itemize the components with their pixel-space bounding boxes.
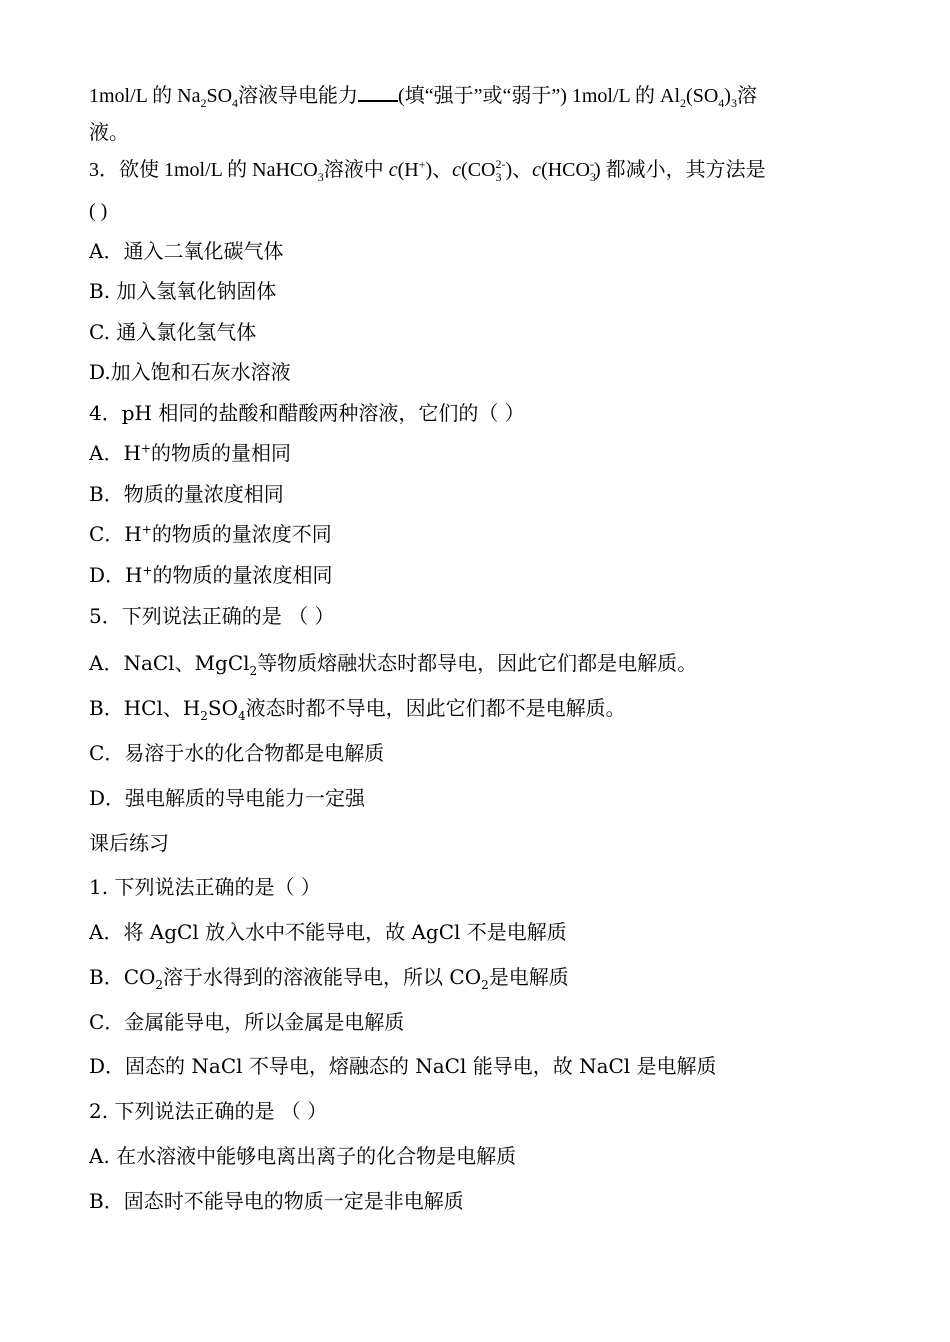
q5-option-b[interactable]: [89, 695, 869, 721]
q5-option-c[interactable]: C．易溶于水的化合物都是电解质: [89, 741, 385, 765]
q2-text: (SO: [686, 85, 719, 107]
p1-option-c[interactable]: C．金属能导电，所以金属是电解质: [89, 1010, 405, 1034]
superscript: +: [418, 157, 426, 172]
q3-option-c[interactable]: C. 通入氯化氢气体: [89, 320, 257, 344]
section-title: 课后练习: [89, 831, 169, 855]
subscript: 4: [232, 96, 239, 110]
q4-option-b[interactable]: B．物质的量浓度相同: [89, 482, 284, 506]
q2-line-1: [89, 82, 869, 109]
q5-option-d[interactable]: D．强电解质的导电能力一定强: [89, 786, 366, 810]
option-text: 液态时都不导电，因此它们都不是电解质。: [245, 696, 626, 720]
subscript: 4: [718, 96, 725, 110]
subscript: 2: [680, 96, 687, 110]
q5-stem: 5．下列说法正确的是 （ ）: [89, 604, 335, 628]
option-text: 溶于水得到的溶液能导电，所以 CO: [163, 965, 482, 989]
p2-option-b[interactable]: B．固态时不能导电的物质一定是非电解质: [89, 1189, 464, 1213]
q3-text: (HCO: [541, 159, 590, 181]
subscript: 3: [730, 96, 737, 110]
q3-option-d[interactable]: D.加入饱和石灰水溶液: [89, 360, 291, 384]
option-text: SO: [207, 696, 239, 720]
option-text: D．H: [89, 563, 143, 587]
q2-line-2: 液。: [89, 120, 129, 144]
q4-option-a[interactable]: [89, 440, 869, 466]
subscript: 2: [249, 664, 258, 678]
option-text: 的物质的量相同: [150, 441, 291, 465]
q2-text: 溶液导电能力: [238, 85, 359, 107]
p1-option-d[interactable]: D．固态的 NaCl 不导电，熔融态的 NaCl 能导电，故 NaCl 是电解质: [89, 1054, 717, 1078]
p2-option-a[interactable]: A. 在水溶液中能够电离出离子的化合物是电解质: [89, 1144, 517, 1168]
option-text: 的物质的量浓度不同: [151, 522, 332, 546]
option-text: 等物质熔融状态时都导电，因此它们都是电解质。: [257, 651, 698, 675]
subscript: 2: [481, 978, 489, 992]
concentration-symbol: c: [388, 159, 398, 181]
subscript: 2: [155, 978, 164, 992]
q5-option-a[interactable]: [89, 650, 869, 676]
q3-answer-paren[interactable]: ( ): [89, 200, 108, 222]
q3-text: (H: [397, 159, 419, 181]
superscript: -: [589, 157, 594, 172]
subscript: 3: [495, 170, 502, 184]
option-text: C．H: [89, 522, 142, 546]
q3-stem: [89, 157, 869, 183]
answer-blank[interactable]: [358, 82, 398, 102]
q2-text: 溶: [736, 85, 757, 107]
option-text: B．CO: [89, 965, 156, 989]
superscript: 2-: [495, 157, 506, 172]
option-text: A．NaCl、MgCl: [89, 651, 250, 675]
q3-text: ) 都减小，其方法是: [593, 159, 766, 181]
p1-option-b[interactable]: [89, 964, 869, 990]
q4-option-d[interactable]: [89, 562, 869, 588]
option-text: B．HCl、H: [89, 696, 201, 720]
q3-text: )、: [505, 159, 533, 181]
subscript: 4: [238, 709, 246, 723]
q3-option-b[interactable]: B. 加入氢氧化钠固体: [89, 279, 277, 303]
q2-text: (填“强于”或“弱于”) 1mol/L 的 Al: [398, 85, 681, 107]
superscript: +: [142, 563, 153, 578]
option-text: 是电解质: [488, 965, 569, 989]
q3-text: )、: [425, 159, 453, 181]
subscript: 2: [200, 96, 207, 110]
q3-option-a[interactable]: A．通入二氧化碳气体: [89, 239, 284, 263]
superscript: +: [141, 522, 152, 537]
q2-text: ): [724, 85, 731, 107]
q3-text: (CO: [461, 159, 496, 181]
option-text: A．H: [89, 441, 141, 465]
subscript: 3: [317, 170, 324, 184]
p1-option-a[interactable]: A．将 AgCl 放入水中不能导电，故 AgCl 不是电解质: [89, 920, 567, 944]
p1-stem: 1. 下列说法正确的是（ ）: [89, 875, 321, 899]
p2-stem: 2. 下列说法正确的是 （ ）: [89, 1099, 328, 1123]
q2-text: 1mol/L 的 Na: [89, 85, 201, 107]
q3-text: 3．欲使 1mol/L 的 NaHCO: [89, 159, 318, 181]
q4-option-c[interactable]: [89, 521, 869, 547]
q3-text: 溶液中: [323, 159, 389, 181]
concentration-symbol: c: [452, 159, 462, 181]
subscript: 2: [200, 709, 208, 723]
subscript: 3: [589, 170, 596, 184]
superscript: +: [140, 441, 151, 456]
q4-stem: 4．pH 相同的盐酸和醋酸两种溶液，它们的（ ）: [89, 401, 525, 425]
q2-text: SO: [206, 85, 233, 107]
option-text: 的物质的量浓度相同: [152, 563, 333, 587]
concentration-symbol: c: [532, 159, 542, 181]
